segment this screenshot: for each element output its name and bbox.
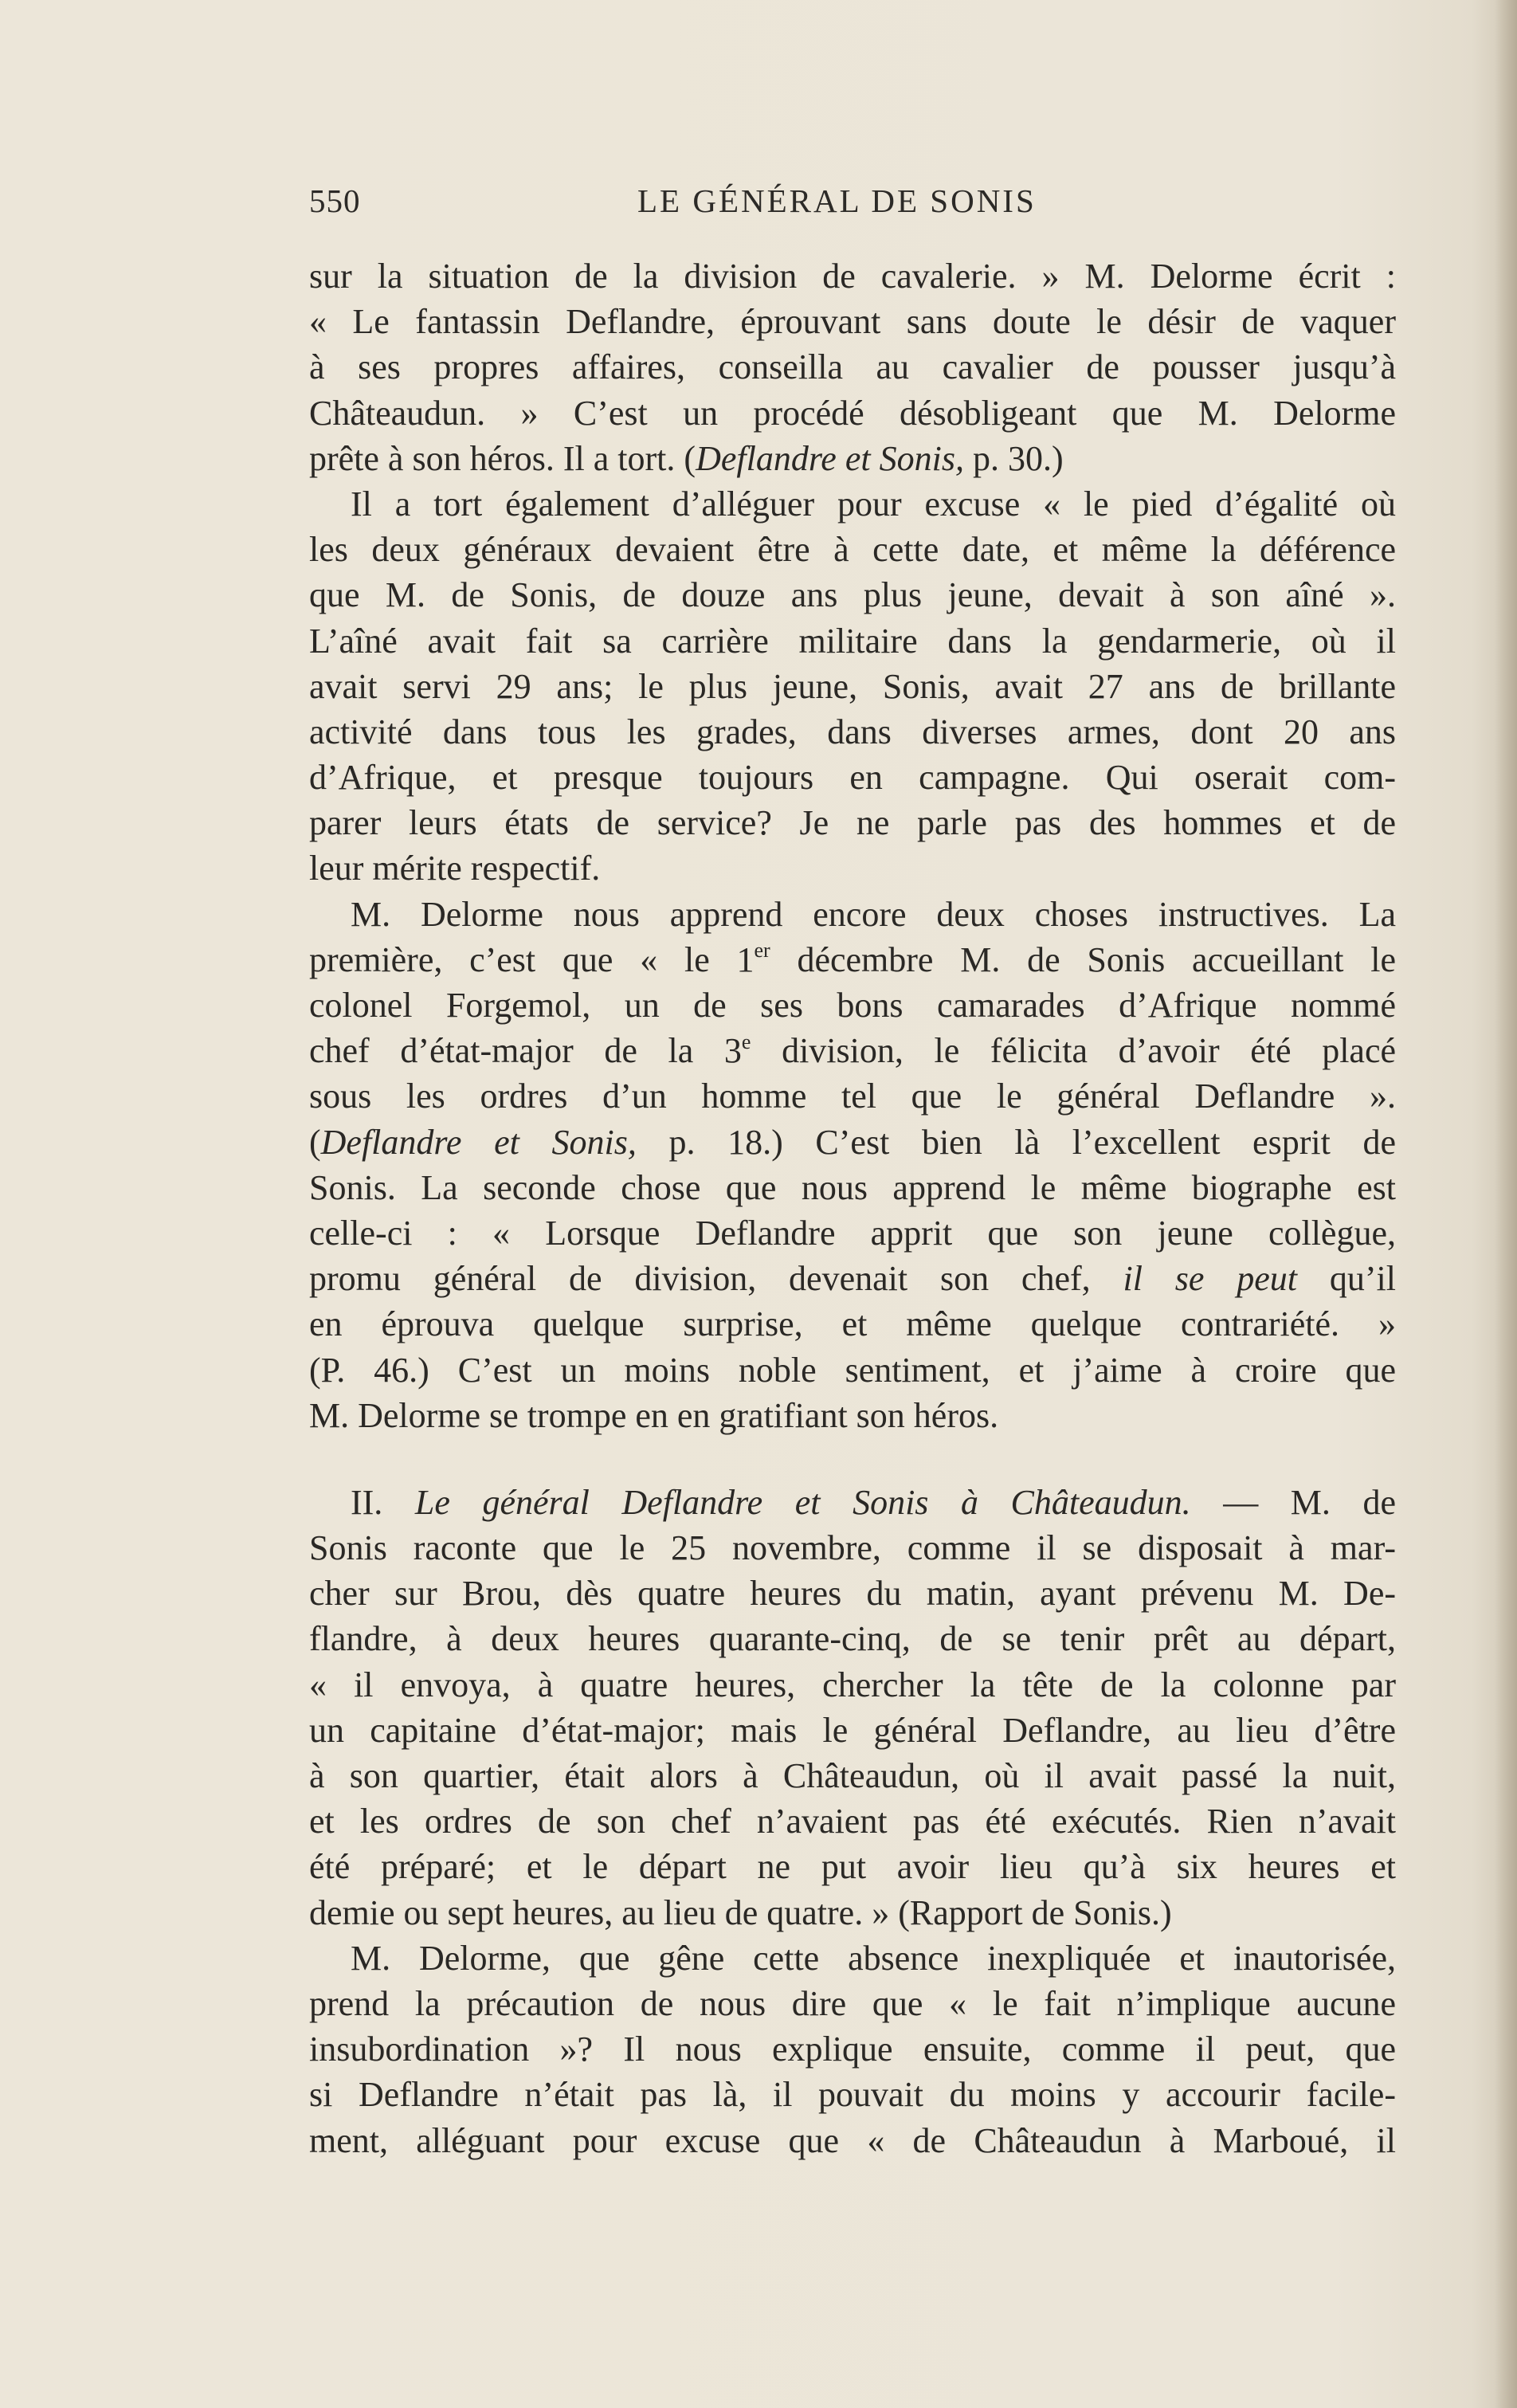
italic-citation: Deflandre et Sonis,: [320, 1122, 637, 1162]
text-line: en éprouva quelque surprise, et même quelque contrariété. »: [309, 1304, 1396, 1344]
text-line: prête à son héros. Il a tort. (Deflandre et Sonis, p. 30.): [309, 438, 1064, 478]
text-line: « il envoya, à quatre heures, chercher la tête de la colonne par: [309, 1665, 1396, 1704]
text-line: sur la situation de la division de cavalerie. » M. Delorme écrit :: [309, 257, 1396, 296]
text-line: leur mérite respectif.: [309, 849, 601, 888]
text-line: un capitaine d’état-major; mais le général Deflandre, au lieu d’être: [309, 1710, 1396, 1750]
text-line: que M. de Sonis, de douze ans plus jeune, devait à son aîné ».: [309, 575, 1396, 615]
text-line: (Deflandre et Sonis, p. 18.) C’est bien là l’excellent esprit de: [309, 1122, 1396, 1162]
italic-phrase: il se peut: [1123, 1259, 1298, 1299]
text-line: activité dans tous les grades, dans diverses armes, dont 20 ans: [309, 712, 1396, 751]
section-heading-line: II. Le général Deflandre et Sonis à Châteaudun. — M. de: [351, 1482, 1397, 1522]
section-gap: [309, 1438, 1396, 1480]
text-line: M. Delorme nous apprend encore deux choses instructives. La: [351, 894, 1396, 934]
body-text: [309, 253, 1396, 2163]
text-line: flandre, à deux heures quarante-cinq, de se tenir prêt au départ,: [309, 1619, 1396, 1659]
text-line: été préparé; et le départ ne put avoir lieu qu’à six heures et: [309, 1847, 1396, 1887]
text-line: ment, alléguant pour excuse que « de Châteaudun à Marboué, il: [309, 2120, 1396, 2160]
text-line: Sonis raconte que le 25 novembre, comme il se disposait à mar-: [309, 1528, 1396, 1568]
text-line: « Le fantassin Deflandre, éprouvant sans doute le désir de vaquer: [309, 302, 1396, 342]
text-line: M. Delorme, que gêne cette absence inexpliquée et inautorisée,: [351, 1938, 1396, 1978]
text-line: M. Delorme se trompe en en gratifiant son héros.: [309, 1395, 999, 1435]
italic-citation: Deflandre et Sonis,: [696, 438, 964, 478]
text-line: sous les ordres d’un homme tel que le général Deflandre ».: [309, 1077, 1396, 1116]
running-title: LE GÉNÉRAL DE SONIS: [637, 182, 1037, 219]
text-line: cher sur Brou, dès quatre heures du matin, ayant prévenu M. De-: [309, 1574, 1396, 1614]
text-line: colonel Forgemol, un de ses bons camarades d’Afrique nommé: [309, 986, 1396, 1025]
text-line: d’Afrique, et presque toujours en campagne. Qui oserait com-: [309, 758, 1396, 798]
text-line: Il a tort également d’alléguer pour excuse « le pied d’égalité où: [351, 484, 1396, 524]
text-line: celle-ci : « Lorsque Deflandre apprit que son jeune collègue,: [309, 1213, 1396, 1253]
text-line: L’aîné avait fait sa carrière militaire dans la gendarmerie, où il: [309, 621, 1396, 661]
text-line: Châteaudun. » C’est un procédé désobligeant que M. Delorme: [309, 393, 1396, 433]
text-line: demie ou sept heures, au lieu de quatre. » (Rapport de Sonis.): [309, 1892, 1172, 1932]
text-line: (P. 46.) C’est un moins noble sentiment, et j’aime à croire que: [309, 1350, 1396, 1390]
section-title: Le général Deflandre et Sonis à Châteaudun.: [414, 1482, 1191, 1522]
text-line: prend la précaution de nous dire que « le fait n’implique aucune: [309, 1983, 1396, 2023]
text-line: première, c’est que « le 1er décembre M. de Sonis accueillant le: [309, 939, 1397, 979]
text-line: les deux généraux devaient être à cette date, et même la déférence: [309, 530, 1396, 570]
running-head: [309, 182, 1396, 229]
text-line: chef d’état-major de la 3e division, le félicita d’avoir été placé: [309, 1029, 1396, 1071]
text-line: Sonis. La seconde chose que nous apprend le même biographe est: [309, 1167, 1396, 1207]
text-line: à ses propres affaires, conseilla au cavalier de pousser jusqu’à: [309, 347, 1396, 387]
text-line: promu général de division, devenait son chef, il se peut qu’il: [309, 1259, 1396, 1299]
text-line: parer leurs états de service? Je ne parle pas des hommes et de: [309, 803, 1396, 843]
page-number: 550: [309, 182, 361, 219]
page-edge-shadow: [1495, 0, 1517, 2408]
text-line: et les ordres de son chef n’avaient pas été exécutés. Rien n’avait: [309, 1802, 1396, 1841]
text-line: insubordination »? Il nous explique ensuite, comme il peut, que: [309, 2030, 1396, 2069]
text-line: avait servi 29 ans; le plus jeune, Sonis, avait 27 ans de brillante: [309, 666, 1396, 706]
text-line: si Deflandre n’était pas là, il pouvait du moins y accourir facile-: [309, 2075, 1396, 2115]
text-line: à son quartier, était alors à Châteaudun, où il avait passé la nuit,: [309, 1756, 1396, 1795]
